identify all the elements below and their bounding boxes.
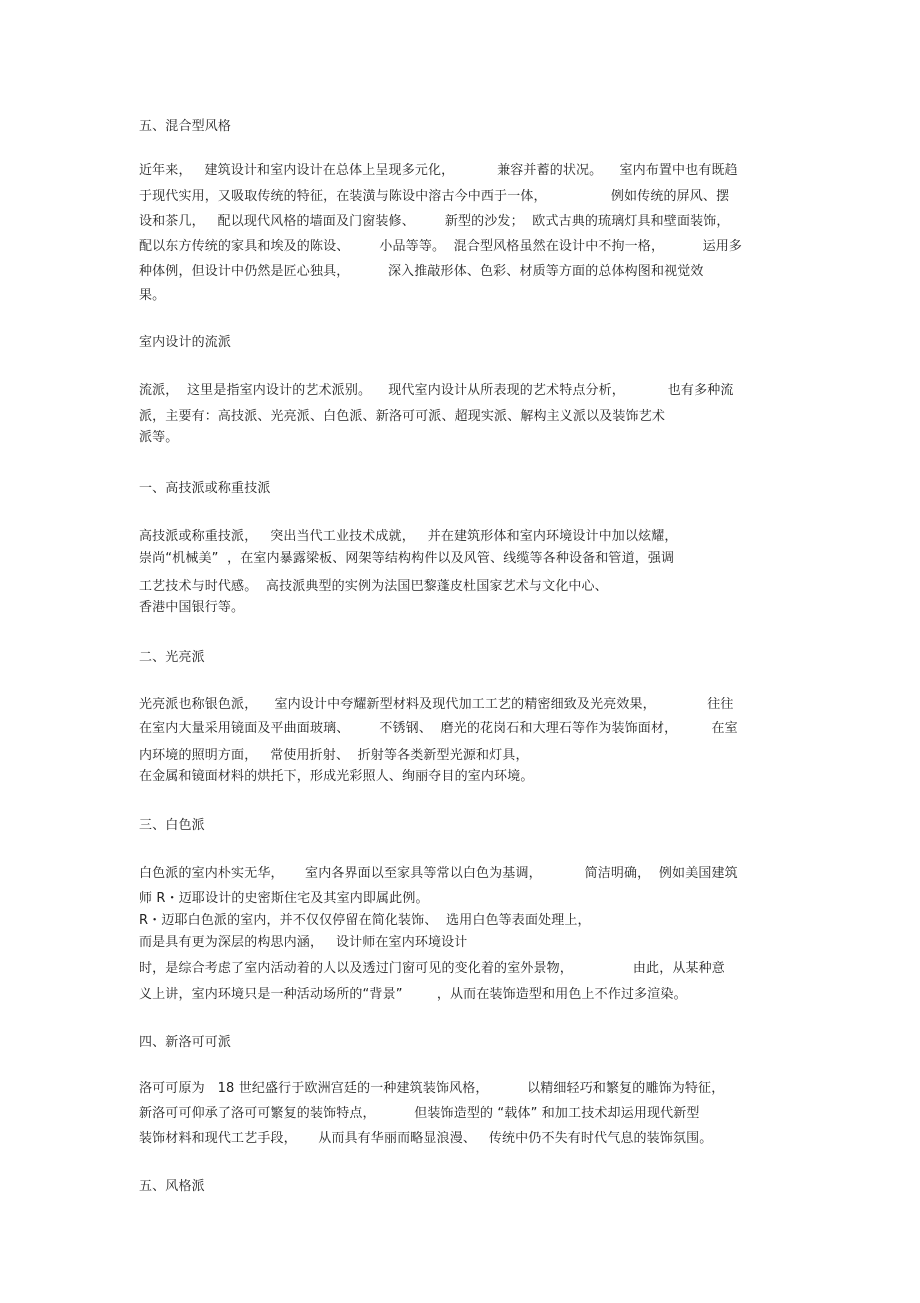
paragraph-line: 设和茶几， 配以现代风格的墙面及门窗装修、 新型的沙发； 欧式古典的琉璃灯具和壁面装饰， bbox=[139, 214, 730, 229]
paragraph-line: 派，主要有：高技派、光亮派、白色派、新洛可可派、超现实派、解构主义派以及装饰艺术 bbox=[139, 409, 666, 424]
section-heading-neorococo: 四、新洛可可派 bbox=[139, 1035, 232, 1050]
paragraph-line: R・迈耶白色派的室内，并不仅仅停留在简化装饰、 选用白色等表面处理上， bbox=[139, 913, 591, 928]
paragraph-line: 果。 bbox=[139, 288, 166, 303]
paragraph-line: 内环境的照明方面， 常使用折射、 折射等各类新型光源和灯具， bbox=[139, 748, 529, 763]
paragraph-line: 派等。 bbox=[139, 430, 179, 445]
paragraph-line: 流派， 这里是指室内设计的艺术派别。 现代室内设计从所表现的艺术特点分析， 也有多种流 bbox=[139, 383, 734, 398]
paragraph-line: 义上讲，室内环境只是一种活动场所的“背景” ，从而在装饰造型和用色上不作过多渲染。 bbox=[139, 987, 687, 1002]
paragraph-line: 崇尚“机械美” ，在室内暴露梁板、网架等结构构件以及风管、线缆等各种设备和管道，强调 bbox=[139, 551, 675, 566]
paragraph-line: 洛可可原为 18 世纪盛行于欧洲宫廷的一种建筑装饰风格， 以精细轻巧和繁复的雕饰为特征， bbox=[139, 1081, 725, 1096]
paragraph-line: 种体例，但设计中仍然是匠心独具， 深入推敲形体、色彩、材质等方面的总体构图和视觉效 bbox=[139, 264, 704, 279]
paragraph-line: 新洛可可仰承了洛可可繁复的装饰特点， 但装饰造型的 “载体” 和加工技术却运用现代新型 bbox=[139, 1106, 700, 1121]
paragraph-line: 在金属和镜面材料的烘托下，形成光彩照人、绚丽夺目的室内环境。 bbox=[139, 769, 534, 784]
section-heading-hybrid: 五、混合型风格 bbox=[139, 119, 232, 134]
paragraph-line: 装饰材料和现代工艺手段， 从而具有华丽而略显浪漫、 传统中仍不失有时代气息的装饰氛围。 bbox=[139, 1131, 713, 1146]
paragraph-line: 而是具有更为深层的构思内涵， 设计师在室内环境设计 bbox=[139, 935, 468, 950]
paragraph-line: 香港中国银行等。 bbox=[139, 600, 245, 615]
section-heading-white: 三、白色派 bbox=[139, 818, 205, 833]
section-heading-schools: 室内设计的流派 bbox=[139, 335, 232, 350]
paragraph-line: 师 R・迈耶设计的史密斯住宅及其室内即属此例。 bbox=[139, 891, 429, 906]
section-heading-glossy: 二、光亮派 bbox=[139, 650, 205, 665]
paragraph-line: 时，是综合考虑了室内活动着的人以及透过门窗可见的变化着的室外景物， 由此，从某种意 bbox=[139, 961, 725, 976]
paragraph-line: 光亮派也称银色派， 室内设计中夸耀新型材料及现代加工工艺的精密细致及光亮效果， 往往 bbox=[139, 697, 734, 712]
paragraph-line: 在室内大量采用镜面及平曲面玻璃、 不锈钢、 磨光的花岗石和大理石等作为装饰面材， 在室 bbox=[139, 721, 738, 736]
paragraph-line: 近年来， 建筑设计和室内设计在总体上呈现多元化， 兼容并蓄的状况。 室内布置中也有既趋 bbox=[139, 163, 738, 178]
section-heading-hightech: 一、高技派或称重技派 bbox=[139, 481, 271, 496]
paragraph-line: 于现代实用，又吸取传统的特征，在装潢与陈设中溶古今中西于一体， 例如传统的屏风、摆 bbox=[139, 189, 730, 204]
paragraph-line: 高技派或称重技派， 突出当代工业技术成就， 并在建筑形体和室内环境设计中加以炫耀， bbox=[139, 529, 678, 544]
section-heading-style: 五、风格派 bbox=[139, 1179, 205, 1194]
paragraph-line: 工艺技术与时代感。 高技派典型的实例为法国巴黎蓬皮杜国家艺术与文化中心、 bbox=[139, 579, 608, 594]
paragraph-line: 白色派的室内朴实无华， 室内各界面以至家具等常以白色为基调， 简洁明确， 例如美国建筑 bbox=[139, 866, 738, 881]
paragraph-line: 配以东方传统的家具和埃及的陈设、 小品等等。 混合型风格虽然在设计中不拘一格， 运用多 bbox=[139, 239, 743, 254]
